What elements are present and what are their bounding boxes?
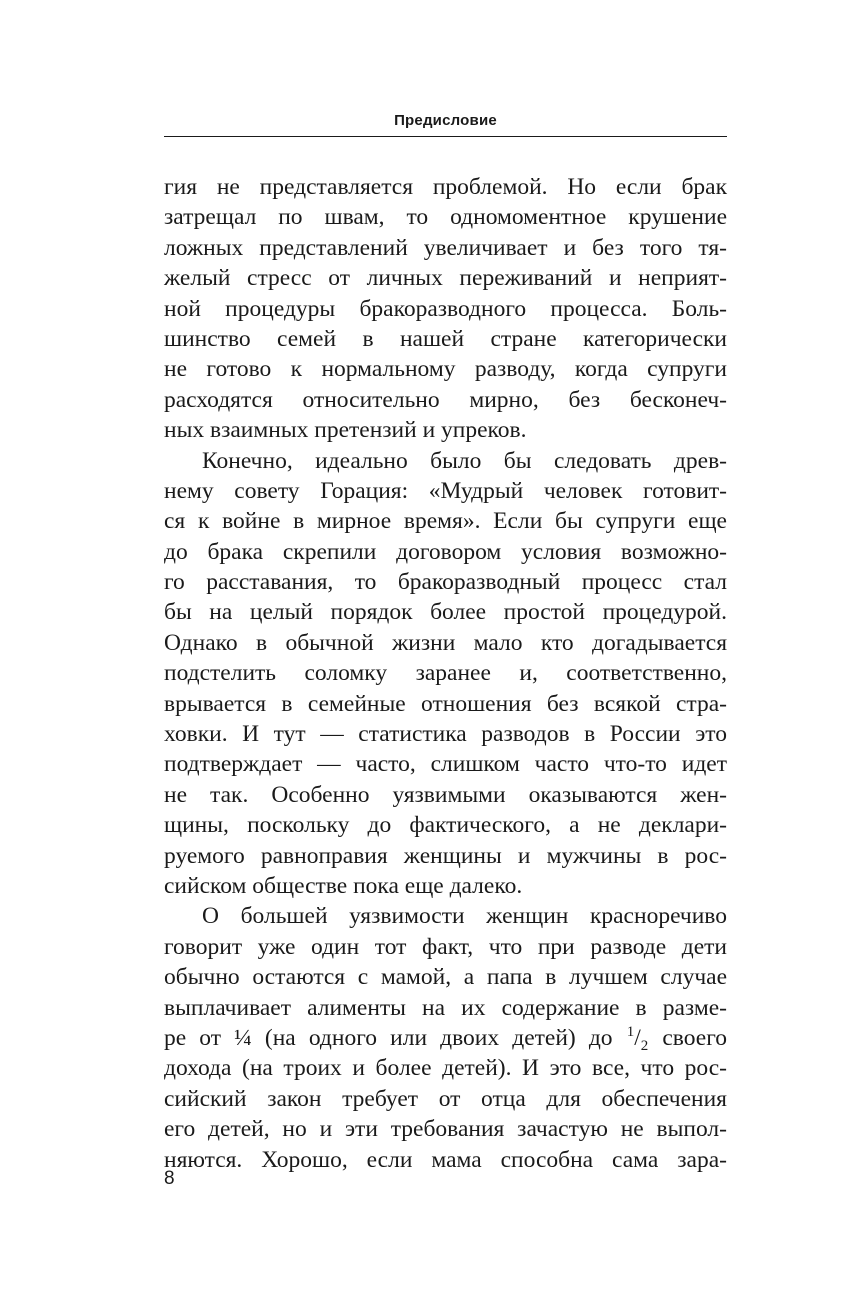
text-line: щины, поскольку до фактического, а не деклари- xyxy=(164,812,727,839)
text-line: до брака скрепили договором условия возможно- xyxy=(164,538,727,565)
text-line: няются. Хорошо, если мама способна сама зара- xyxy=(164,1146,727,1173)
text-line: подтверждает — часто, слишком часто что-то идет xyxy=(164,751,727,778)
text-line: не так. Особенно уязвимыми оказываются жен- xyxy=(164,781,727,808)
text-line-with-fraction xyxy=(164,1023,727,1053)
text-line: затрещал по швам, то одномоментное крушение xyxy=(164,204,727,231)
text-line: О большей уязвимости женщин красноречиво xyxy=(202,903,727,930)
text-line: расходятся относительно мирно, без бесконеч- xyxy=(164,386,727,413)
text-line: сийском обществе пока еще далеко. xyxy=(164,872,523,899)
fraction-denominator: 2 xyxy=(640,1037,649,1054)
text-line: го расставания, то бракоразводный процесс стал xyxy=(164,569,727,596)
text-line: дохода (на троих и более детей). И это все, что рос- xyxy=(164,1055,727,1082)
header-rule xyxy=(164,136,727,137)
text-line: обычно остаются с мамой, а папа в лучшем случае xyxy=(164,964,727,991)
text-line: гия не представляется проблемой. Но если брак xyxy=(164,174,727,200)
paragraph-1 xyxy=(164,172,727,446)
text-line: ложных представлений увеличивает и без того тя- xyxy=(164,234,727,261)
text-line: не готово к нормальному разводу, когда супруги xyxy=(164,356,727,383)
text-line: шинство семей в нашей стране категорически xyxy=(164,325,727,352)
text-line: руемого равноправия женщины и мужчины в рос- xyxy=(164,842,727,869)
page-number: 8 xyxy=(164,1168,175,1189)
text-line: ховки. И тут — статистика разводов в России это xyxy=(164,721,727,748)
text-line: желый стресс от личных переживаний и неприят- xyxy=(164,265,727,292)
paragraph-2 xyxy=(164,446,727,902)
text-line: врывается в семейные отношения без всякой стра- xyxy=(164,690,727,717)
fraction-numerator: 1 xyxy=(626,1023,635,1040)
text-line: выплачивает алименты на их содержание в разме- xyxy=(164,994,727,1021)
text-line: подстелить соломку заранее и, соответственно, xyxy=(164,660,727,687)
fraction-one-half xyxy=(626,1023,650,1054)
fraction-line-before: ре от ¼ (на одного или двоих детей) до xyxy=(164,1024,626,1051)
text-line: Конечно, идеально было бы следовать древ- xyxy=(202,447,727,474)
running-title: Предисловие xyxy=(394,112,497,129)
fraction-line-after: своего xyxy=(649,1024,727,1051)
body-text xyxy=(164,172,727,1175)
text-line: его детей, но и эти требования зачастую не выпол- xyxy=(164,1116,727,1143)
text-line: говорит уже один тот факт, что при разводе дети xyxy=(164,933,727,960)
text-line: ся к войне в мирное время». Если бы супруги еще xyxy=(164,508,727,535)
text-line: бы на целый порядок более простой процедурой. xyxy=(164,599,727,626)
fraction-slash: / xyxy=(634,1024,641,1051)
text-line: Однако в обычной жизни мало кто догадывается xyxy=(164,629,727,656)
text-line: ной процедуры бракоразводного процесса. Боль- xyxy=(164,295,727,322)
text-line: нему совету Горация: «Мудрый человек готовит- xyxy=(164,477,727,504)
paragraph-3 xyxy=(164,901,727,1175)
text-line: ных взаимных претензий и упреков. xyxy=(164,417,527,444)
text-line: сийский закон требует от отца для обеспечения xyxy=(164,1085,727,1112)
